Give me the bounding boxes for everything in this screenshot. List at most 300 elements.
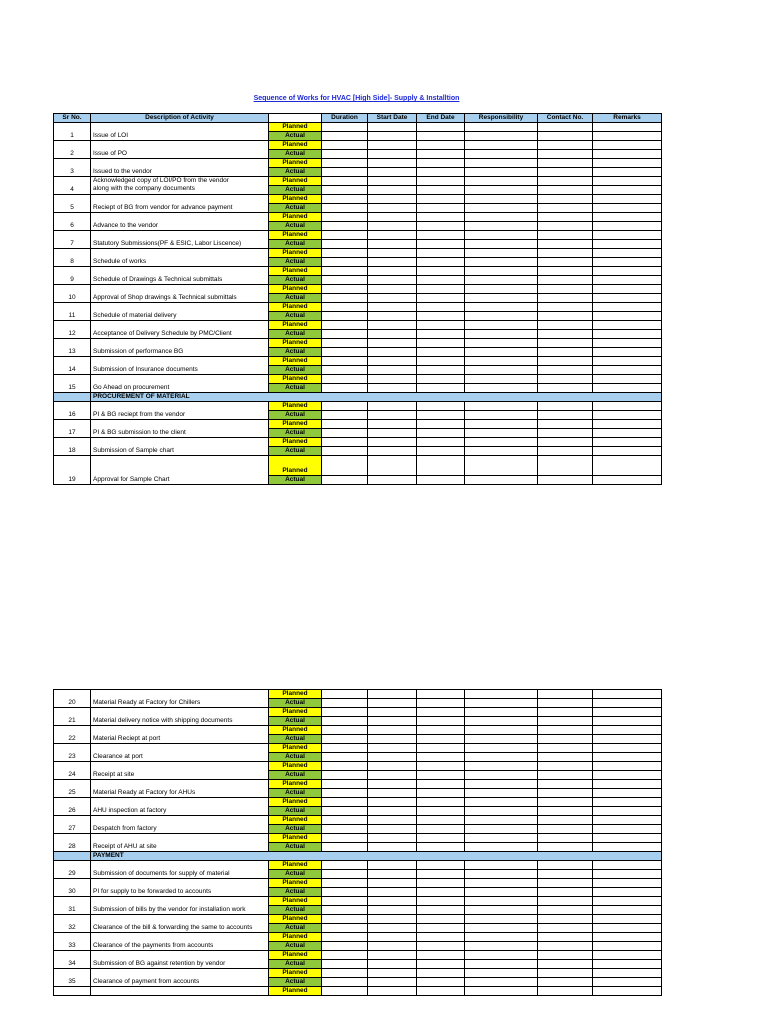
empty-cell (538, 159, 593, 168)
empty-cell (322, 231, 368, 240)
planned-cell: Planned (269, 726, 322, 735)
planned-cell: Planned (269, 123, 322, 132)
empty-cell (322, 123, 368, 132)
empty-cell (417, 348, 465, 357)
empty-cell (538, 204, 593, 213)
empty-cell (417, 339, 465, 348)
empty-cell (538, 195, 593, 204)
empty-cell (593, 834, 662, 843)
table-row-planned (54, 123, 662, 132)
actual-cell: Actual (269, 807, 322, 816)
actual-cell: Actual (269, 771, 322, 780)
description-line-1: Acknowledged copy of LOI/PO from the vendor (93, 177, 229, 184)
table-row-planned (54, 339, 662, 348)
sr-no-cell: 34 (54, 951, 91, 969)
planned-cell: Planned (269, 933, 322, 942)
actual-cell: Actual (269, 825, 322, 834)
empty-cell (593, 429, 662, 438)
empty-cell (593, 825, 662, 834)
description-cell: Material delivery notice with shipping documents (91, 708, 269, 726)
empty-cell (322, 870, 368, 879)
empty-cell (322, 339, 368, 348)
empty-cell (593, 933, 662, 942)
actual-cell: Actual (269, 735, 322, 744)
empty-cell (322, 204, 368, 213)
empty-cell (368, 726, 417, 735)
actual-cell: Actual (269, 348, 322, 357)
empty-cell (417, 429, 465, 438)
empty-cell (368, 924, 417, 933)
section-title: PAYMENT (91, 852, 662, 861)
empty-cell (322, 906, 368, 915)
empty-cell (465, 339, 538, 348)
actual-cell: Actual (269, 276, 322, 285)
empty-cell (465, 159, 538, 168)
description-cell: Approval of Shop drawings & Technical submittals (91, 285, 269, 303)
empty-cell (417, 807, 465, 816)
empty-cell (322, 897, 368, 906)
empty-cell (368, 357, 417, 366)
empty-cell (417, 924, 465, 933)
empty-cell (368, 798, 417, 807)
empty-cell (538, 834, 593, 843)
empty-cell (465, 213, 538, 222)
table-row-planned (54, 177, 662, 186)
actual-cell: Actual (269, 789, 322, 798)
description-cell: Acceptance of Delivery Schedule by PMC/Client (91, 321, 269, 339)
empty-cell (538, 231, 593, 240)
empty-cell (417, 177, 465, 186)
sr-no-cell: 21 (54, 708, 91, 726)
description-cell: Submission of BG against retention by vendor (91, 951, 269, 969)
empty-cell (465, 402, 538, 411)
table-row-planned (54, 915, 662, 924)
sr-no-cell: 24 (54, 762, 91, 780)
empty-cell (593, 195, 662, 204)
empty-cell (593, 402, 662, 411)
empty-cell (368, 969, 417, 978)
empty-cell (465, 780, 538, 789)
empty-cell (538, 699, 593, 708)
empty-cell (368, 222, 417, 231)
empty-cell (322, 348, 368, 357)
sr-no-cell: 23 (54, 744, 91, 762)
empty-cell (465, 870, 538, 879)
empty-cell (538, 843, 593, 852)
empty-cell (593, 717, 662, 726)
empty-cell (593, 915, 662, 924)
empty-cell (465, 476, 538, 485)
sr-no-cell: 35 (54, 969, 91, 987)
empty-cell (465, 168, 538, 177)
empty-cell (593, 213, 662, 222)
empty-cell (417, 771, 465, 780)
empty-cell (417, 330, 465, 339)
empty-cell (322, 258, 368, 267)
description-cell: Submission of performance BG (91, 339, 269, 357)
header-end-date: End Date (417, 114, 465, 123)
empty-cell (538, 312, 593, 321)
empty-cell (368, 888, 417, 897)
empty-cell (538, 780, 593, 789)
table-row-planned (54, 375, 662, 384)
empty-cell (593, 348, 662, 357)
empty-cell (417, 357, 465, 366)
empty-cell (322, 726, 368, 735)
sr-no-cell: 28 (54, 834, 91, 852)
empty-cell (465, 933, 538, 942)
empty-cell (593, 798, 662, 807)
empty-cell (538, 258, 593, 267)
empty-cell (538, 177, 593, 186)
empty-cell (465, 888, 538, 897)
empty-cell (322, 798, 368, 807)
empty-cell (465, 798, 538, 807)
empty-cell (538, 870, 593, 879)
empty-cell (417, 870, 465, 879)
empty-cell (417, 420, 465, 429)
section-row-procurement (54, 393, 662, 402)
empty-cell (538, 303, 593, 312)
table-row-planned (54, 744, 662, 753)
empty-cell (322, 438, 368, 447)
empty-cell (465, 942, 538, 951)
planned-cell: Planned (269, 231, 322, 240)
empty-cell (417, 726, 465, 735)
empty-cell (538, 222, 593, 231)
empty-cell (368, 762, 417, 771)
empty-cell (538, 753, 593, 762)
empty-cell (368, 384, 417, 393)
empty-cell (368, 348, 417, 357)
empty-cell (538, 933, 593, 942)
empty-cell (538, 438, 593, 447)
empty-cell (322, 978, 368, 987)
empty-cell (538, 942, 593, 951)
planned-cell: Planned (269, 969, 322, 978)
empty-cell (593, 807, 662, 816)
empty-cell (465, 312, 538, 321)
sr-no-cell: 14 (54, 357, 91, 375)
empty-cell (593, 951, 662, 960)
empty-cell (322, 476, 368, 485)
empty-cell (538, 798, 593, 807)
empty-cell (593, 312, 662, 321)
description-cell: Schedule of material delivery (91, 303, 269, 321)
empty-cell (417, 699, 465, 708)
table-row-planned (54, 726, 662, 735)
empty-cell (593, 906, 662, 915)
table-row-planned (54, 708, 662, 717)
empty-cell (368, 375, 417, 384)
empty-cell (538, 123, 593, 132)
planned-cell: Planned (269, 195, 322, 204)
empty-cell (538, 960, 593, 969)
actual-cell: Actual (269, 312, 322, 321)
actual-cell: Actual (269, 222, 322, 231)
empty-cell (538, 168, 593, 177)
description-cell: PI & BG submission to the client (91, 420, 269, 438)
empty-cell (368, 141, 417, 150)
sr-no-cell: 1 (54, 123, 91, 141)
empty-cell (417, 951, 465, 960)
empty-cell (538, 357, 593, 366)
empty-cell (417, 915, 465, 924)
actual-cell: Actual (269, 888, 322, 897)
empty-cell (465, 249, 538, 258)
empty-cell (322, 699, 368, 708)
empty-cell (465, 789, 538, 798)
actual-cell: Actual (269, 447, 322, 456)
description-cell: Clearance of the bill & forwarding the same to accounts (91, 915, 269, 933)
sr-no-cell: 12 (54, 321, 91, 339)
empty-cell (538, 924, 593, 933)
empty-cell (538, 879, 593, 888)
empty-cell (368, 411, 417, 420)
empty-cell (368, 978, 417, 987)
sr-no-cell: 7 (54, 231, 91, 249)
empty-cell (593, 870, 662, 879)
description-cell: Submission of Sample chart (91, 438, 269, 456)
empty-cell (417, 879, 465, 888)
planned-cell: Planned (269, 897, 322, 906)
empty-cell (538, 951, 593, 960)
table-row-planned (54, 159, 662, 168)
planned-cell: Planned (269, 438, 322, 447)
sr-no-cell: 27 (54, 816, 91, 834)
empty-cell (368, 870, 417, 879)
empty-cell (322, 267, 368, 276)
empty-cell (368, 339, 417, 348)
empty-cell (368, 438, 417, 447)
planned-cell: Planned (269, 780, 322, 789)
table-row-planned (54, 969, 662, 978)
empty-cell (417, 204, 465, 213)
empty-cell (465, 177, 538, 186)
empty-cell (368, 420, 417, 429)
empty-cell (465, 753, 538, 762)
empty-cell (368, 168, 417, 177)
empty-cell (593, 420, 662, 429)
empty-cell (417, 258, 465, 267)
empty-cell (368, 330, 417, 339)
description-cell: Clearance of payment from accounts (91, 969, 269, 987)
empty-cell (593, 384, 662, 393)
empty-cell (322, 951, 368, 960)
table-row-planned (54, 303, 662, 312)
empty-cell (322, 744, 368, 753)
empty-cell (322, 159, 368, 168)
planned-cell: Planned (269, 303, 322, 312)
empty-cell (593, 924, 662, 933)
empty-cell (417, 159, 465, 168)
empty-cell (417, 249, 465, 258)
empty-cell (465, 366, 538, 375)
empty-cell (417, 861, 465, 870)
empty-cell (322, 330, 368, 339)
empty-cell (322, 843, 368, 852)
sr-no-cell: 13 (54, 339, 91, 357)
empty-cell (322, 366, 368, 375)
table-row-planned (54, 690, 662, 699)
empty-cell (417, 897, 465, 906)
empty-cell (417, 150, 465, 159)
empty-cell (368, 285, 417, 294)
sr-no-cell: 9 (54, 267, 91, 285)
empty-cell (465, 717, 538, 726)
empty-cell (322, 177, 368, 186)
empty-cell (538, 429, 593, 438)
empty-cell (368, 861, 417, 870)
empty-cell (417, 969, 465, 978)
empty-cell (322, 420, 368, 429)
empty-cell (465, 231, 538, 240)
description-cell: Issue of PO (91, 141, 269, 159)
empty-cell (538, 141, 593, 150)
header-description: Description of Activity (91, 114, 269, 123)
empty-cell (368, 942, 417, 951)
empty-cell (417, 744, 465, 753)
empty-cell (538, 708, 593, 717)
empty-cell (368, 132, 417, 141)
planned-cell: Planned (269, 879, 322, 888)
table-header-row (54, 114, 662, 123)
table-row-planned (54, 267, 662, 276)
empty-cell (322, 834, 368, 843)
table-row-planned (54, 834, 662, 843)
sr-no-cell: 3 (54, 159, 91, 177)
actual-cell: Actual (269, 906, 322, 915)
empty-cell (417, 762, 465, 771)
empty-cell (465, 906, 538, 915)
empty-cell (593, 762, 662, 771)
empty-cell (593, 330, 662, 339)
empty-cell (538, 476, 593, 485)
empty-cell (417, 834, 465, 843)
description-cell: Approval for Sample Chart (91, 456, 269, 485)
empty-cell (538, 366, 593, 375)
empty-cell (322, 771, 368, 780)
empty-cell (417, 825, 465, 834)
empty-cell (465, 195, 538, 204)
description-cell: Clearance of the payments from accounts (91, 933, 269, 951)
description-cell: Schedule of works (91, 249, 269, 267)
description-cell: Schedule of Drawings & Technical submittals (91, 267, 269, 285)
actual-cell: Actual (269, 294, 322, 303)
sr-no-cell: 20 (54, 690, 91, 708)
empty-cell (465, 321, 538, 330)
empty-cell (417, 456, 465, 476)
empty-cell (465, 915, 538, 924)
table-row-planned (54, 231, 662, 240)
planned-cell: Planned (269, 744, 322, 753)
empty-cell (465, 285, 538, 294)
sr-no-cell: 8 (54, 249, 91, 267)
planned-cell: Planned (269, 987, 322, 996)
empty-cell (465, 348, 538, 357)
empty-cell (322, 384, 368, 393)
empty-cell (538, 726, 593, 735)
actual-cell: Actual (269, 240, 322, 249)
empty-cell (322, 195, 368, 204)
empty-cell (593, 132, 662, 141)
empty-cell (322, 213, 368, 222)
header-contact-no: Contact No. (538, 114, 593, 123)
description-cell: Clearance at port (91, 744, 269, 762)
empty-cell (417, 231, 465, 240)
empty-cell (322, 915, 368, 924)
empty-cell (465, 258, 538, 267)
empty-cell (368, 402, 417, 411)
planned-cell: Planned (269, 285, 322, 294)
empty-cell (322, 411, 368, 420)
empty-cell (368, 447, 417, 456)
empty-cell (417, 132, 465, 141)
table-row-planned (54, 141, 662, 150)
description-cell: Despatch from factory (91, 816, 269, 834)
actual-cell: Actual (269, 186, 322, 195)
empty-cell (368, 690, 417, 699)
empty-cell (465, 141, 538, 150)
empty-cell (368, 780, 417, 789)
sr-no-cell: 31 (54, 897, 91, 915)
sr-no-cell: 29 (54, 861, 91, 879)
table-row-planned (54, 798, 662, 807)
activity-table-page-1 (53, 113, 662, 485)
empty-cell (593, 294, 662, 303)
table-row-planned (54, 456, 662, 476)
sr-no-cell: 32 (54, 915, 91, 933)
empty-cell (538, 861, 593, 870)
empty-cell (593, 123, 662, 132)
empty-cell (322, 249, 368, 258)
empty-cell (593, 375, 662, 384)
empty-cell (322, 222, 368, 231)
empty-cell (465, 744, 538, 753)
empty-cell (593, 249, 662, 258)
sr-no-cell: 19 (54, 456, 91, 485)
empty-cell (368, 258, 417, 267)
planned-cell: Planned (269, 690, 322, 699)
empty-cell (417, 447, 465, 456)
empty-cell (368, 150, 417, 159)
planned-cell: Planned (269, 177, 322, 186)
empty-cell (322, 456, 368, 476)
empty-cell (593, 438, 662, 447)
empty-cell (593, 816, 662, 825)
empty-cell (368, 456, 417, 476)
empty-cell (368, 753, 417, 762)
empty-cell (322, 861, 368, 870)
empty-cell (417, 267, 465, 276)
empty-cell (593, 366, 662, 375)
empty-cell (593, 456, 662, 476)
empty-cell (465, 960, 538, 969)
empty-cell (593, 888, 662, 897)
empty-cell (368, 429, 417, 438)
empty-cell (538, 267, 593, 276)
empty-cell (322, 762, 368, 771)
empty-cell (322, 753, 368, 762)
sr-no-cell: 26 (54, 798, 91, 816)
empty-cell (593, 240, 662, 249)
empty-cell (417, 384, 465, 393)
planned-cell: Planned (269, 159, 322, 168)
empty-cell (417, 276, 465, 285)
empty-cell (538, 690, 593, 699)
planned-cell: Planned (269, 420, 322, 429)
planned-cell: Planned (269, 762, 322, 771)
